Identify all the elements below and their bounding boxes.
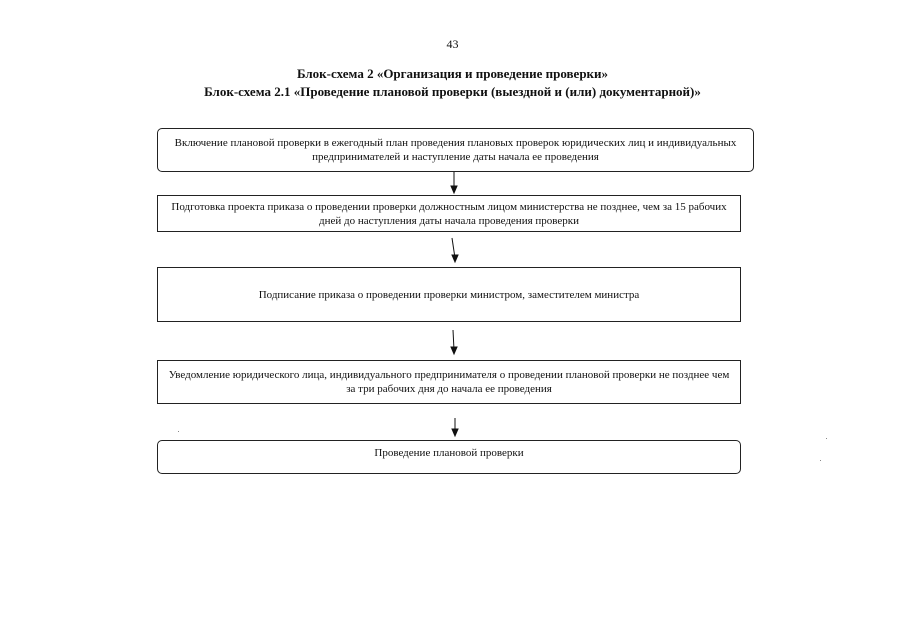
flowchart-step-1-text: Включение плановой проверки в ежегодный план проведения плановых проверок юридических лиц и индивидуальных предпринимателей и наступление даты начала ее проведения [174, 137, 737, 163]
flowchart-step-2-text: Подготовка проекта приказа о проведении проверки должностным лицом министерства не позднее, чем за 15 рабочих дней до наступления даты начала проведения проверки [171, 200, 727, 227]
flowchart-step-1 [157, 128, 754, 172]
scan-speck [178, 431, 179, 432]
flowchart-step-4-text: Уведомление юридического лица, индивидуального предпринимателя о проведении плановой проверки не позднее чем за три рабочих дня до начала ее проведения [168, 369, 730, 395]
flowchart-step-4 [157, 360, 741, 404]
flowchart-title: Блок-схема 2 «Организация и проведение проверки» [296, 66, 609, 81]
page-number: 43 [446, 37, 459, 51]
scan-speck [820, 460, 821, 461]
flowchart-step-2 [157, 195, 741, 232]
scan-speck [826, 438, 827, 439]
arrow-step-1-to-2 [451, 172, 457, 193]
flowchart-step-3 [157, 267, 741, 322]
flowchart-step-5 [157, 440, 741, 474]
flowchart-step-5-text: Проведение плановой проверки [374, 447, 524, 459]
flowchart-subtitle: Блок-схема 2.1 «Проведение плановой проверки (выездной и (или) документарной)» [204, 84, 701, 99]
arrow-step-3-to-4 [451, 330, 457, 354]
flowchart-step-3-text: Подписание приказа о проведении проверки министром, заместителем министра [258, 288, 640, 301]
arrow-step-4-to-5 [452, 418, 458, 436]
arrow-step-2-to-3 [452, 238, 458, 262]
